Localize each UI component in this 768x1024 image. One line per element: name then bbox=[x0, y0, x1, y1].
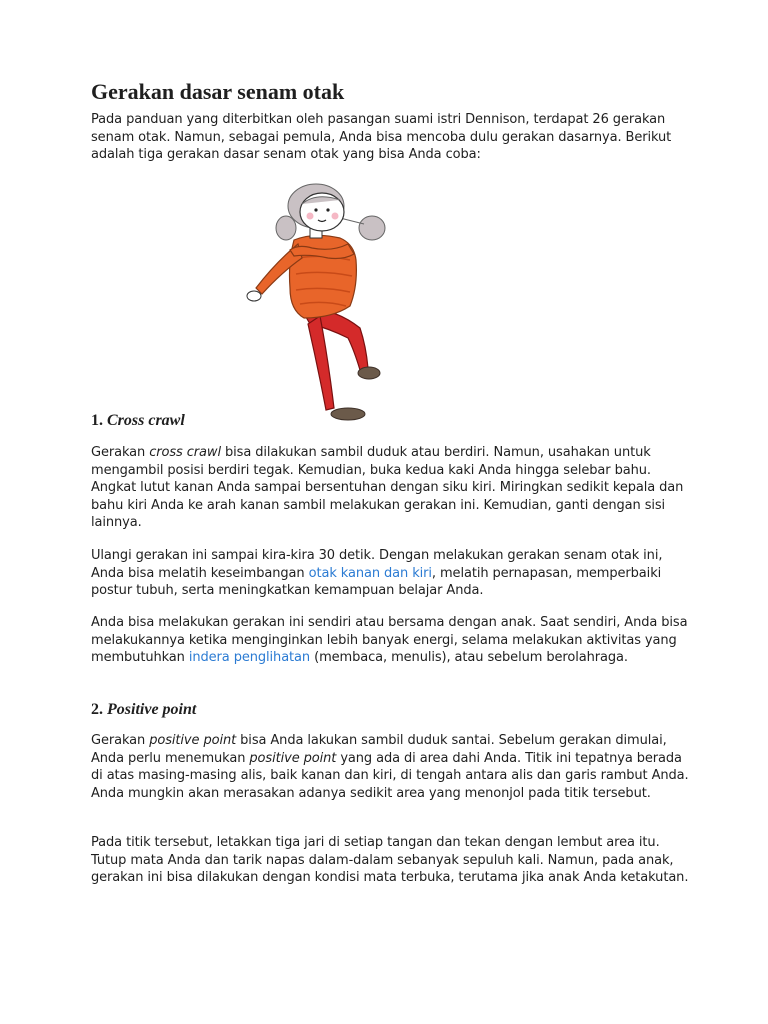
section-title: Cross crawl bbox=[107, 412, 185, 429]
paragraph: Gerakan cross crawl bisa dilakukan sambil duduk atau berdiri. Namun, usahakan untuk mengambil posisi berdiri tegak. Kemudian, buka kedua kaki Anda hingga selebar bahu. Angkat lutut kanan Anda sampai bersentuhan dengan siku kiri. Miringkan sedikit kepala dan bahu kiri Anda ke arah kanan sambil melakukan gerakan ini. Kemudian, ganti dengan sisi lainnya. bbox=[91, 445, 684, 530]
section-title: Positive point bbox=[107, 701, 197, 718]
page-title: Gerakan dasar senam otak bbox=[91, 79, 345, 104]
section-heading-cross-crawl bbox=[91, 410, 185, 432]
paragraph: Ulangi gerakan ini sampai kira-kira 30 detik. Dengan melakukan gerakan senam otak ini, Anda bisa melatih keseimbangan otak kanan dan kiri, melatih pernapasan, memperbaiki postur tubuh, serta meningkatkan kemampuan belajar Anda. bbox=[91, 548, 663, 598]
right-eye-icon bbox=[326, 208, 329, 211]
right-pigtail-icon bbox=[359, 216, 385, 240]
link-otak-kanan-dan-kiri[interactable]: otak kanan dan kiri bbox=[308, 565, 432, 581]
intro-paragraph: Pada panduan yang diterbitkan oleh pasangan suami istri Dennison, terdapat 26 gerakan senam otak. Namun, sebagai pemula, Anda bisa mencoba dulu gerakan dasarnya. Berikut adalah tiga gerakan dasar senam otak yang bisa Anda coba: bbox=[91, 112, 672, 162]
left-pigtail-icon bbox=[276, 216, 296, 240]
standing-foot-icon bbox=[331, 408, 365, 420]
section-number: 2. bbox=[91, 701, 103, 718]
cross-crawl-girl-illustration bbox=[232, 178, 392, 426]
left-eye-icon bbox=[314, 208, 317, 211]
paragraph: Anda bisa melakukan gerakan ini sendiri atau bersama dengan anak. Saat sendiri, Anda bisa melakukannya ketika menginginkan lebih banyak energi, selama melakukan aktivitas yang membutuhkan indera penglihatan (membaca, menulis), atau sebelum berolahraga. bbox=[91, 615, 688, 665]
girl-figure-icon bbox=[232, 178, 392, 426]
link-indera-penglihatan[interactable]: indera penglihatan bbox=[188, 650, 311, 665]
raised-foot-icon bbox=[358, 367, 380, 379]
paragraph: Gerakan positive point bisa Anda lakukan sambil duduk santai. Sebelum gerakan dimulai, Anda perlu menemukan positive point yang ada di area dahi Anda. Titik ini tepatnya berada di atas masing-masing alis, baik kanan dan kiri, di tengah antara alis dan garis rambut Anda. Anda mungkin akan merasakan adanya sedikit area yang menonjol pada titik tersebut. bbox=[91, 733, 689, 801]
section-heading-positive-point bbox=[91, 699, 196, 721]
paragraph: Pada titik tersebut, letakkan tiga jari di setiap tangan dan tekan dengan lembut area itu. Tutup mata Anda dan tarik napas dalam-dalam sebanyak sepuluh kali. Namun, pada anak, gerakan ini bisa dilakukan dengan kondisi mata terbuka, terutama jika anak Anda ketakutan. bbox=[91, 835, 689, 885]
section-number: 1. bbox=[91, 412, 103, 429]
left-hand-icon bbox=[247, 291, 261, 301]
